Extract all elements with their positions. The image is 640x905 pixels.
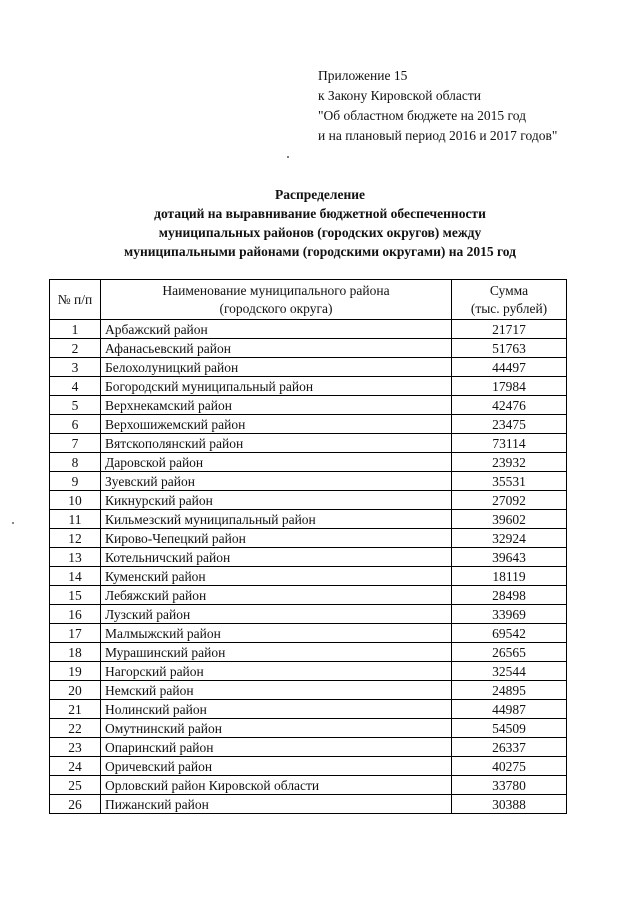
row-amount: 28498 xyxy=(452,586,567,605)
table-body xyxy=(50,320,567,814)
table-row xyxy=(50,548,567,567)
row-number: 4 xyxy=(50,377,101,396)
scan-speck xyxy=(12,522,14,524)
row-number: 16 xyxy=(50,605,101,624)
row-number: 8 xyxy=(50,453,101,472)
appendix-line: к Закону Кировской области xyxy=(318,88,482,103)
table-row xyxy=(50,510,567,529)
table-row xyxy=(50,320,567,339)
distribution-table xyxy=(49,279,567,814)
table-row xyxy=(50,795,567,814)
table-row xyxy=(50,643,567,662)
row-amount: 32544 xyxy=(452,662,567,681)
table-row xyxy=(50,757,567,776)
row-amount: 39643 xyxy=(452,548,567,567)
row-district-name: Котельничский район xyxy=(101,548,452,567)
row-amount: 30388 xyxy=(452,795,567,814)
row-number: 18 xyxy=(50,643,101,662)
row-amount: 40275 xyxy=(452,757,567,776)
table-row xyxy=(50,434,567,453)
row-amount: 44497 xyxy=(452,358,567,377)
heading-line: дотаций на выравнивание бюджетной обеспеченности xyxy=(154,206,486,221)
table-row xyxy=(50,453,567,472)
row-number: 17 xyxy=(50,624,101,643)
row-number: 19 xyxy=(50,662,101,681)
table-row xyxy=(50,567,567,586)
row-amount: 51763 xyxy=(452,339,567,358)
row-number: 13 xyxy=(50,548,101,567)
row-number: 11 xyxy=(50,510,101,529)
row-district-name: Верхнекамский район xyxy=(101,396,452,415)
appendix-note xyxy=(318,66,557,146)
row-amount: 26565 xyxy=(452,643,567,662)
appendix-line: Приложение 15 xyxy=(318,68,408,83)
row-amount: 33969 xyxy=(452,605,567,624)
table-row xyxy=(50,358,567,377)
row-district-name: Кирово-Чепецкий район xyxy=(101,529,452,548)
row-district-name: Мурашинский район xyxy=(101,643,452,662)
row-number: 6 xyxy=(50,415,101,434)
table-row xyxy=(50,738,567,757)
row-amount: 42476 xyxy=(452,396,567,415)
row-district-name: Кильмезский муниципальный район xyxy=(101,510,452,529)
row-district-name: Верхошижемский район xyxy=(101,415,452,434)
table-row xyxy=(50,377,567,396)
row-amount: 17984 xyxy=(452,377,567,396)
row-district-name: Куменский район xyxy=(101,567,452,586)
table-row xyxy=(50,491,567,510)
row-amount: 23475 xyxy=(452,415,567,434)
row-number: 14 xyxy=(50,567,101,586)
row-district-name: Кикнурский район xyxy=(101,491,452,510)
row-district-name: Даровской район xyxy=(101,453,452,472)
row-amount: 26337 xyxy=(452,738,567,757)
row-district-name: Лузский район xyxy=(101,605,452,624)
heading-line: муниципальными районами (городскими округами) на 2015 год xyxy=(124,244,516,259)
table-row xyxy=(50,472,567,491)
row-number: 5 xyxy=(50,396,101,415)
row-amount: 24895 xyxy=(452,681,567,700)
row-district-name: Нагорский район xyxy=(101,662,452,681)
row-number: 24 xyxy=(50,757,101,776)
row-number: 12 xyxy=(50,529,101,548)
table-row xyxy=(50,415,567,434)
table-row xyxy=(50,662,567,681)
header-sum xyxy=(452,280,567,320)
row-number: 10 xyxy=(50,491,101,510)
header-name xyxy=(101,280,452,320)
table-row xyxy=(50,681,567,700)
row-number: 20 xyxy=(50,681,101,700)
row-amount: 69542 xyxy=(452,624,567,643)
appendix-line: "Об областном бюджете на 2015 год xyxy=(318,108,526,123)
row-amount: 32924 xyxy=(452,529,567,548)
table-row xyxy=(50,396,567,415)
table-row xyxy=(50,586,567,605)
row-amount: 54509 xyxy=(452,719,567,738)
row-district-name: Вятскополянский район xyxy=(101,434,452,453)
row-district-name: Немский район xyxy=(101,681,452,700)
row-amount: 18119 xyxy=(452,567,567,586)
table-row xyxy=(50,529,567,548)
row-district-name: Пижанский район xyxy=(101,795,452,814)
table-header-row xyxy=(50,280,567,320)
row-number: 3 xyxy=(50,358,101,377)
row-amount: 21717 xyxy=(452,320,567,339)
row-district-name: Малмыжский район xyxy=(101,624,452,643)
row-amount: 23932 xyxy=(452,453,567,472)
table-row xyxy=(50,776,567,795)
row-amount: 39602 xyxy=(452,510,567,529)
row-district-name: Орловский район Кировской области xyxy=(101,776,452,795)
row-number: 26 xyxy=(50,795,101,814)
row-number: 22 xyxy=(50,719,101,738)
appendix-line: и на плановый период 2016 и 2017 годов" xyxy=(318,128,558,143)
table-row xyxy=(50,624,567,643)
row-district-name: Омутнинский район xyxy=(101,719,452,738)
scan-speck xyxy=(287,156,289,158)
row-number: 21 xyxy=(50,700,101,719)
row-number: 1 xyxy=(50,320,101,339)
heading-line: Распределение xyxy=(274,187,366,202)
heading-line: муниципальных районов (городских округов) между xyxy=(158,225,482,240)
row-amount: 33780 xyxy=(452,776,567,795)
row-number: 25 xyxy=(50,776,101,795)
row-amount: 73114 xyxy=(452,434,567,453)
row-amount: 27092 xyxy=(452,491,567,510)
row-district-name: Зуевский район xyxy=(101,472,452,491)
row-number: 7 xyxy=(50,434,101,453)
table-row xyxy=(50,339,567,358)
header-num: № п/п xyxy=(50,280,101,320)
table-row xyxy=(50,700,567,719)
row-district-name: Опаринский район xyxy=(101,738,452,757)
table-row xyxy=(50,605,567,624)
row-district-name: Лебяжский район xyxy=(101,586,452,605)
row-district-name: Арбажский район xyxy=(101,320,452,339)
row-number: 23 xyxy=(50,738,101,757)
row-amount: 35531 xyxy=(452,472,567,491)
table-row xyxy=(50,719,567,738)
document-heading xyxy=(60,185,580,261)
row-district-name: Оричевский район xyxy=(101,757,452,776)
header-name-line: (городского округа) xyxy=(219,300,333,316)
header-sum-line: (тыс. рублей) xyxy=(470,300,548,316)
row-district-name: Нолинский район xyxy=(101,700,452,719)
row-district-name: Афанасьевский район xyxy=(101,339,452,358)
row-district-name: Белохолуницкий район xyxy=(101,358,452,377)
header-sum-line: Сумма xyxy=(489,282,529,298)
row-district-name: Богородский муниципальный район xyxy=(101,377,452,396)
row-number: 15 xyxy=(50,586,101,605)
row-number: 9 xyxy=(50,472,101,491)
row-number: 2 xyxy=(50,339,101,358)
row-amount: 44987 xyxy=(452,700,567,719)
header-name-line: Наименование муниципального района xyxy=(162,282,390,298)
